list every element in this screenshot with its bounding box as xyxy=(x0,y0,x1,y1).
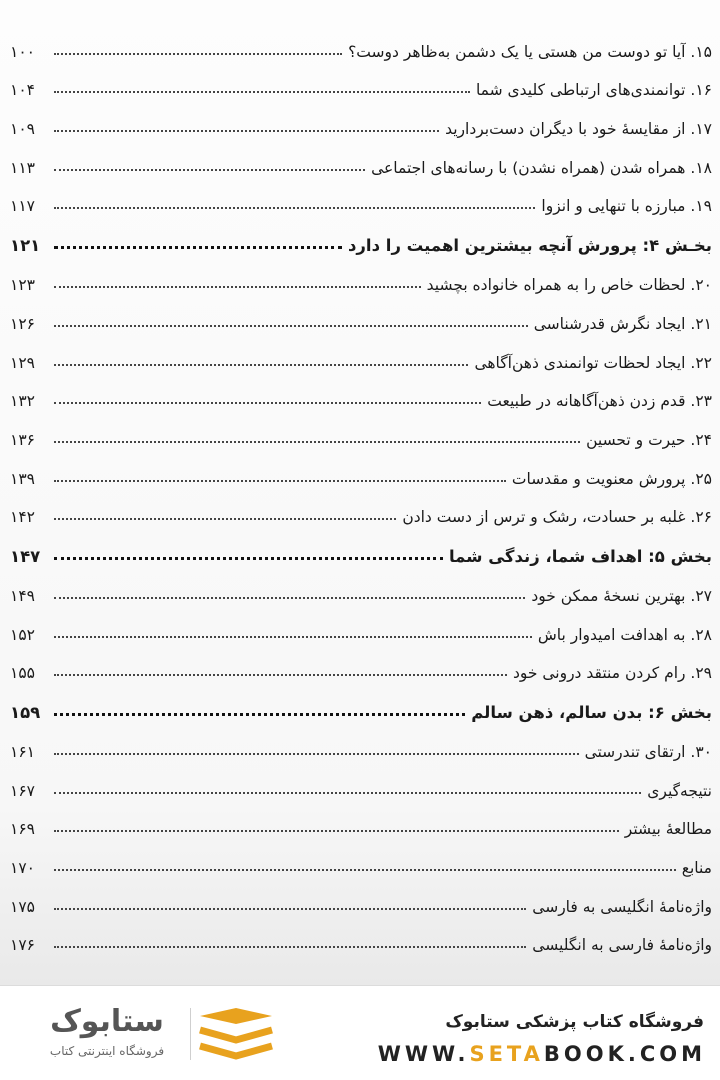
dot-leader xyxy=(54,52,342,55)
toc-title: ۲۶. غلبه بر حسادت، رشک و ترس از دست دادن xyxy=(402,508,712,527)
toc-title: ۲۴. حیرت و تحسین xyxy=(586,430,712,449)
toc-page-number: ۱۳۲ xyxy=(10,392,35,411)
url-accent: SETA xyxy=(469,1042,544,1066)
dot-leader xyxy=(54,206,535,209)
dot-leader xyxy=(54,596,525,599)
toc-page-number: ۱۲۹ xyxy=(10,353,35,372)
dot-leader xyxy=(54,324,528,327)
toc-page-number: ۱۱۳ xyxy=(10,158,35,177)
dot-leader xyxy=(54,635,532,638)
toc-title: ۱۹. مبارزه با تنهایی و انزوا xyxy=(541,197,712,216)
toc-title: ۲۸. به اهدافت امیدوار باش xyxy=(537,625,712,644)
toc-row[interactable] xyxy=(0,488,720,527)
dot-leader xyxy=(54,673,507,676)
table-of-contents xyxy=(0,22,720,954)
toc-row[interactable] xyxy=(0,566,720,605)
toc-page-number: ۱۵۵ xyxy=(10,664,35,683)
toc-title: بخش ۵: اهداف شما، زندگی شما xyxy=(448,547,712,567)
toc-page-number: ۱۲۳ xyxy=(10,276,35,295)
dot-leader xyxy=(54,440,580,443)
toc-page-number: ۱۲۱ xyxy=(10,236,41,256)
toc-page-number: ۱۱۷ xyxy=(10,197,35,216)
store-name: فروشگاه کتاب پزشکی ستابوک xyxy=(445,1012,704,1032)
toc-page-number: ۱۶۱ xyxy=(10,743,35,761)
dot-leader xyxy=(54,245,342,249)
toc-row[interactable] xyxy=(0,916,720,955)
toc-row[interactable] xyxy=(0,138,720,177)
dot-leader xyxy=(54,556,443,560)
store-footer xyxy=(0,985,720,1080)
toc-title: ۲۹. رام کردن منتقد درونی خود xyxy=(512,664,712,683)
toc-title: ۱۶. توانمندی‌های ارتباطی کلیدی شما xyxy=(475,81,712,100)
dot-leader xyxy=(54,363,468,366)
toc-title: بخش ۶: بدن سالم، ذهن سالم xyxy=(471,703,712,723)
toc-section-row[interactable] xyxy=(0,682,720,722)
toc-page-number: ۱۴۲ xyxy=(10,508,35,527)
toc-page-number: ۱۵۲ xyxy=(10,625,35,644)
toc-page-number: ۱۵۹ xyxy=(10,703,41,723)
toc-row[interactable] xyxy=(0,644,720,683)
dot-leader xyxy=(54,285,421,288)
toc-row[interactable] xyxy=(0,410,720,449)
toc-row[interactable] xyxy=(0,722,720,761)
toc-section-row[interactable] xyxy=(0,215,720,255)
toc-page-number: ۱۶۷ xyxy=(10,781,35,800)
dot-leader xyxy=(54,90,470,93)
toc-row[interactable] xyxy=(0,177,720,216)
toc-page-number: ۱۴۷ xyxy=(10,547,41,567)
toc-row[interactable] xyxy=(0,877,720,916)
dot-leader xyxy=(54,829,619,832)
toc-row[interactable] xyxy=(0,800,720,839)
toc-title: ۲۳. قدم زدن ذهن‌آگاهانه در طبیعت xyxy=(487,392,712,411)
toc-row[interactable] xyxy=(0,605,720,644)
toc-row[interactable] xyxy=(0,22,720,61)
toc-title: ۳۰. ارتقای تندرستی xyxy=(584,743,712,761)
toc-title: واژه‌نامهٔ فارسی به انگلیسی xyxy=(532,936,712,955)
toc-page-number: ۱۲۶ xyxy=(10,314,35,333)
dot-leader xyxy=(54,791,641,794)
toc-row[interactable] xyxy=(0,294,720,333)
dot-leader xyxy=(54,401,481,404)
setabook-logo-icon xyxy=(196,1008,276,1064)
logo-tagline: فروشگاه اینترنتی کتاب xyxy=(49,1044,165,1058)
toc-title: ۲۰. لحظات خاص را به همراه خانواده بچشید xyxy=(426,276,712,295)
dot-leader xyxy=(54,168,365,171)
toc-page-number: ۱۰۴ xyxy=(10,81,35,100)
dot-leader xyxy=(54,712,465,716)
url-prefix: WWW. xyxy=(377,1042,470,1066)
toc-row[interactable] xyxy=(0,61,720,100)
dot-leader xyxy=(54,907,526,910)
dot-leader xyxy=(54,945,526,948)
toc-row[interactable] xyxy=(0,372,720,411)
toc-page-number: ۱۷۵ xyxy=(10,897,35,916)
toc-title: ۱۸. همراه شدن (همراه نشدن) با رسانه‌های اجتماعی xyxy=(371,158,712,177)
url-suffix: BOOK.COM xyxy=(543,1042,706,1066)
toc-row[interactable] xyxy=(0,761,720,800)
toc-title: ۲۲. ایجاد لحظات توانمندی ذهن‌آگاهی xyxy=(474,353,712,372)
toc-title: ۱۷. از مقایسهٔ خود با دیگران دست‌بردارید xyxy=(445,120,712,139)
toc-title: ۱۵. آیا تو دوست من هستی یا یک دشمن به‌ظاهر دوست؟ xyxy=(348,42,712,61)
logo-divider xyxy=(190,1008,191,1060)
toc-row[interactable] xyxy=(0,449,720,488)
toc-row[interactable] xyxy=(0,333,720,372)
toc-title: ۲۷. بهترین نسخهٔ ممکن خود xyxy=(531,586,712,605)
toc-page-number: ۱۰۰ xyxy=(10,42,35,61)
toc-title: منابع xyxy=(681,859,712,878)
dot-leader xyxy=(54,868,676,871)
toc-page-number: ۱۳۶ xyxy=(10,430,35,449)
toc-title: مطالعهٔ بیشتر xyxy=(624,820,712,839)
toc-page-number: ۱۳۹ xyxy=(10,469,35,488)
toc-page-number: ۱۷۰ xyxy=(10,859,35,878)
toc-row[interactable] xyxy=(0,99,720,138)
dot-leader xyxy=(54,517,396,520)
toc-row[interactable] xyxy=(0,838,720,877)
toc-title: ۲۱. ایجاد نگرش قدرشناسی xyxy=(533,314,712,333)
toc-page-number: ۱۴۹ xyxy=(10,586,35,605)
toc-row[interactable] xyxy=(0,255,720,294)
dot-leader xyxy=(54,479,506,482)
toc-page-number: ۱۶۹ xyxy=(10,820,35,839)
dot-leader xyxy=(54,129,439,132)
dot-leader xyxy=(54,752,579,755)
toc-page-number: ۱۷۶ xyxy=(10,936,35,955)
toc-title: بخـش ۴: پرورش آنچه بیشترین اهمیت را دارد xyxy=(347,236,712,256)
toc-section-row[interactable] xyxy=(0,526,720,566)
toc-title: واژه‌نامهٔ انگلیسی به فارسی xyxy=(532,897,712,916)
toc-title: نتیجه‌گیری xyxy=(647,781,712,800)
toc-page-number: ۱۰۹ xyxy=(10,120,35,139)
toc-title: ۲۵. پرورش معنویت و مقدسات xyxy=(511,469,712,488)
logo-wordmark: ستابوک xyxy=(50,1004,164,1039)
store-url[interactable] xyxy=(378,1042,706,1066)
